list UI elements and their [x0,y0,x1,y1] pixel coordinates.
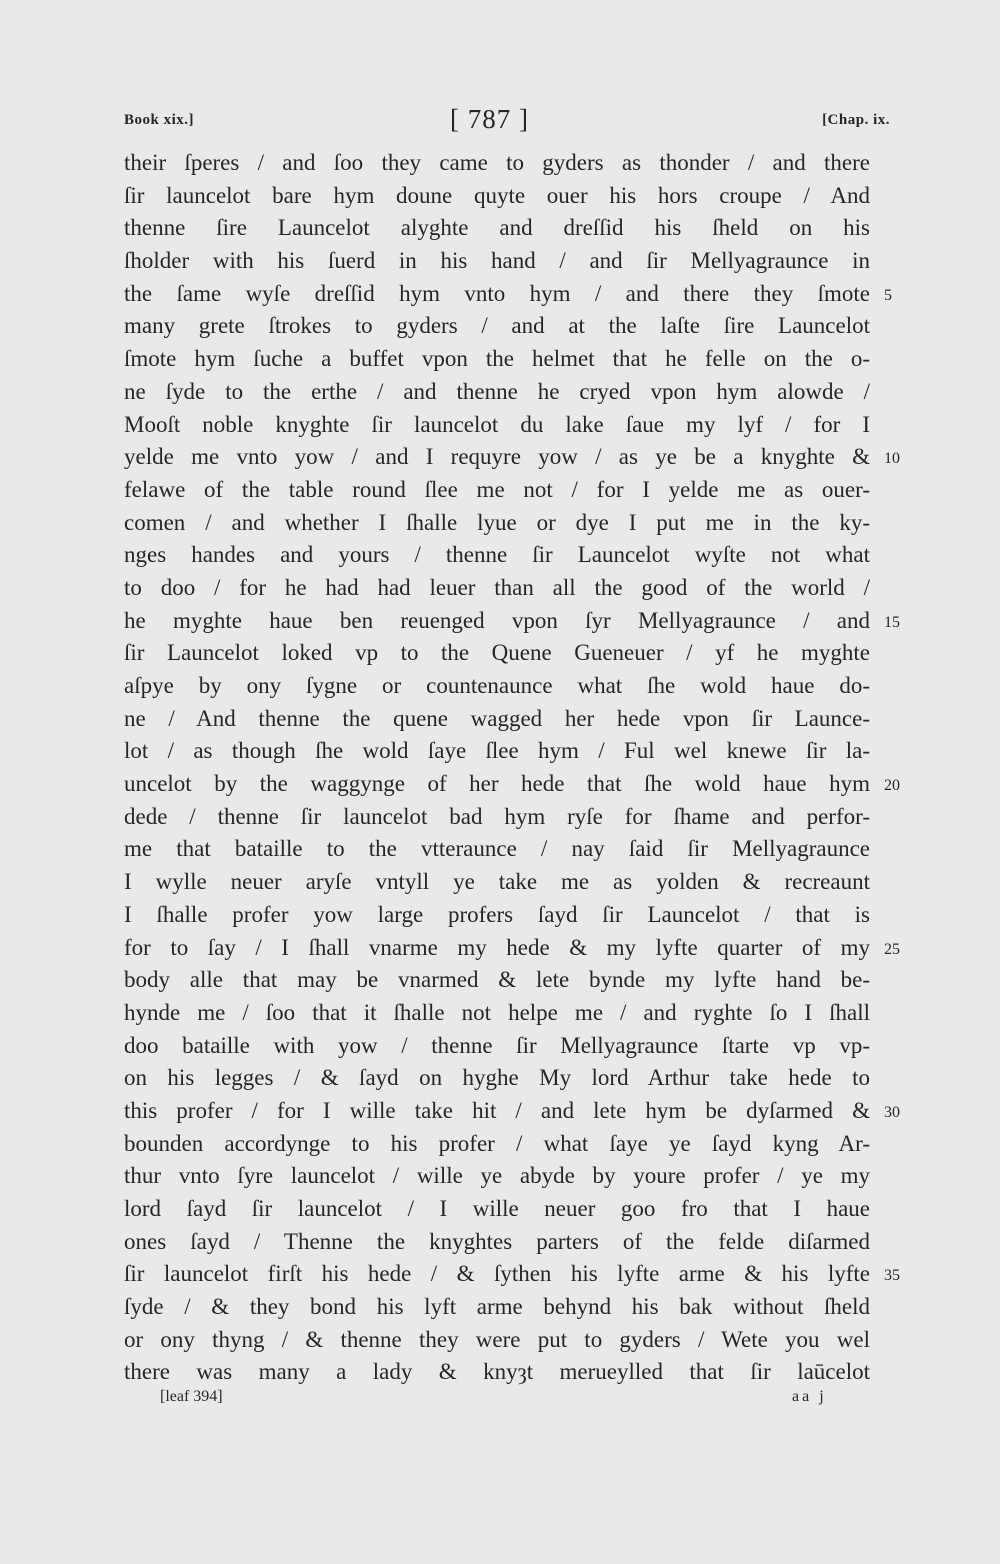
line-text: aſpye by ony ſygne or countenaunce what ſhe wold haue do- [124,673,870,698]
text-line [124,474,870,507]
text-line [124,964,870,997]
line-number: 15 [884,613,900,631]
line-text: nges handes and yours / thenne ſir Launcelot wyſte not what [124,542,870,568]
text-line [124,670,870,703]
signature-mark: aa j [792,1388,827,1405]
text-line [124,801,870,834]
text-line [124,539,870,572]
text-line [124,1291,870,1324]
line-text: ſir Launcelot loked vp to the Quene Gueneuer / yf he myghte [124,640,870,666]
text-line [124,866,870,899]
text-line [124,310,870,343]
line-text: dede / thenne ſir launcelot bad hym ryſe for ſhame and perfor- [124,803,870,829]
running-head [120,104,890,140]
text-line [124,1160,870,1193]
text-line [124,1193,870,1226]
page-footer [124,1388,870,1418]
text-line [124,409,870,442]
text-line [124,899,870,932]
line-number: 30 [884,1103,900,1121]
text-line [124,1128,870,1161]
chapter-label: [Chap. ix. [822,112,890,128]
line-text: I wylle neuer aryſe vntyll ye take me as yolden & recreaunt [124,869,870,895]
line-text: Mooſt noble knyghte ſir launcelot du lake ſaue my lyf / for I [124,411,870,437]
text-line [124,1062,870,1095]
text-line [124,1226,870,1259]
text-line [124,1030,870,1063]
text-line [124,507,870,540]
text-line [124,637,870,670]
line-number: 35 [884,1267,900,1285]
body-text [124,147,900,1389]
line-text: ſir launcelot bare hym doune quyte ouer his hors croupe / And [124,182,870,208]
line-text: ſir launcelot firſt his hede / & ſythen his lyfte arme & his lyfte [124,1261,870,1287]
text-line [124,703,870,736]
line-text: to doo / for he had had leuer than all the good of the world / [124,574,870,600]
line-text: ſmote hym ſuche a buffet vpon the helmet that he felle on the o- [124,346,870,372]
line-text: ne ſyde to the erthe / and thenne he cryed vpon hym alowde / [124,378,870,404]
line-text: on his legges / & ſayd on hyghe My lord Arthur take hede to [124,1065,870,1091]
page-number: [ 787 ] [450,104,529,134]
line-text: there was many a lady & knyȝt merueylled that ſir laūcelot [124,1359,870,1385]
text-line [124,1324,870,1357]
text-line [124,441,900,474]
line-text: bounden accordynge to his profer / what ſaye ye ſayd kyng Ar- [124,1130,870,1156]
line-number: 5 [884,286,892,304]
text-line [124,997,870,1030]
line-text: uncelot by the waggynge of her hede that ſhe wold haue hym [124,771,870,797]
text-line [124,278,892,311]
line-text: hynde me / ſoo that it ſhalle not helpe me / and ryghte ſo I ſhall [124,999,870,1025]
line-text: felawe of the table round ſlee me not / for I yelde me as ouer- [124,476,870,502]
line-text: or ony thyng / & thenne they were put to gyders / Wete you wel [124,1326,870,1352]
line-text: yelde me vnto yow / and I requyre yow / as ye be a knyghte & [124,444,870,470]
text-line [124,1258,900,1291]
line-text: ſholder with his ſuerd in his hand / and ſir Mellyagraunce in [124,248,870,274]
text-line [124,343,870,376]
line-text: he myghte haue ben reuenged vpon ſyr Mellyagraunce / and [124,607,870,633]
text-line [124,572,870,605]
line-number: 25 [884,940,900,958]
text-line [124,245,870,278]
text-line [124,147,870,180]
text-line [124,833,870,866]
line-text: ones ſayd / Thenne the knyghtes parters of the felde diſarmed [124,1228,870,1254]
line-number: 10 [884,450,900,468]
line-text: doo bataille with yow / thenne ſir Mellyagraunce ſtarte vp vp- [124,1032,870,1058]
text-line [124,212,870,245]
line-text: ſyde / & they bond his lyft arme behynd his bak without ſheld [124,1294,870,1320]
text-line [124,376,870,409]
line-number: 20 [884,777,900,795]
line-text: their ſperes / and ſoo they came to gyders as thonder / and there [124,150,870,175]
leaf-note: [leaf 394] [160,1388,223,1405]
line-text: lord ſayd ſir launcelot / I wille neuer goo fro that I haue [124,1196,870,1221]
line-text: me that bataille to the vtteraunce / nay ſaid ſir Mellyagraunce [124,836,870,862]
text-line [124,1095,900,1128]
text-line [124,1356,870,1389]
line-text: many grete ſtrokes to gyders / and at the laſte ſire Launcelot [124,313,870,339]
line-text: comen / and whether I ſhalle lyue or dye I put me in the ky- [124,509,870,535]
text-line [124,180,870,213]
line-text: ne / And thenne the quene wagged her hede vpon ſir Launce- [124,705,870,731]
text-line [124,605,900,638]
line-text: for to ſay / I ſhall vnarme my hede & my lyfte quarter of my [124,934,870,960]
line-text: lot / as though ſhe wold ſaye ſlee hym / Ful wel knewe ſir la- [124,738,870,764]
line-text: thur vnto ſyre launcelot / wille ye abyde by youre profer / ye my [124,1163,870,1189]
line-text: body alle that may be vnarmed & lete bynde my lyfte hand be- [124,967,870,993]
line-text: I ſhalle profer yow large profers ſayd ſir Launcelot / that is [124,901,870,927]
line-text: this profer / for I wille take hit / and lete hym be dyſarmed & [124,1097,870,1123]
text-line [124,932,900,965]
text-line [124,735,870,768]
line-text: thenne ſire Launcelot alyghte and dreſſid his ſheld on his [124,215,870,241]
text-line [124,768,900,801]
line-text: the ſame wyſe dreſſid hym vnto hym / and there they ſmote [124,280,870,306]
book-label: Book xix.] [124,112,195,128]
